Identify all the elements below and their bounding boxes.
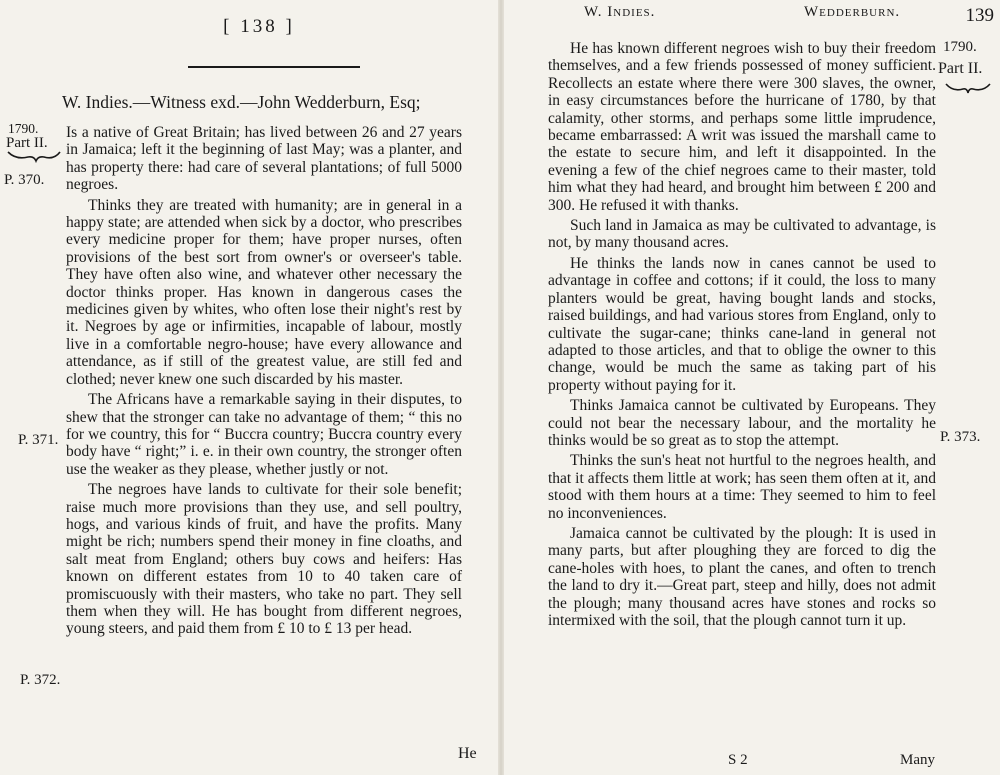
paragraph: The negroes have lands to cultivate for their sole benefit; raise much more provisions than they use, and sell poultry, hogs, and various kinds of fruit, and have the profits. Many might be rich; numbers spend their money in fine cloaths, and salt meat from England; others buy cows and heifers: Has known on different estates from 10 to 40 taken care of promiscuously with their masters, who take no part. They sell them when they will. He has bought from different negroes, young steers, and paid them from £ 10 to £ 13 per head. <box>66 481 462 638</box>
catchword: He <box>458 745 477 762</box>
paragraph: He thinks the lands now in canes cannot be used to advantage in coffee and cottons; if it could, the loss to many planters would be great, having bought lands and stocks, raised buildings, and had various stores from England, only to cultivate the sugar-cane; thinks cane-land in general not adapted to those articles, and that to oblige the owner to this change, would be much the same as taking part of his property without paying for it. <box>548 254 936 394</box>
body-text <box>548 40 936 629</box>
paragraph: Such land in Jamaica as may be cultivated to advantage, is not, by many thousand acres. <box>548 217 936 252</box>
paragraph: Thinks Jamaica cannot be cultivated by Europeans. They could not bear the necessary labour, and the mortality he thinks would be so great as to stop the attempt. <box>548 397 936 449</box>
paragraph: Thinks the sun's heat not hurtful to the negroes health, and that it affects them little at work; has seen them often at it, and stood with them hours at a time: They seemed to him to feel no inconveniences. <box>548 452 936 522</box>
paragraph: He has known different negroes wish to buy their freedom themselves, and a few friends possessed of money sufficient. Recollects an estate where there were 300 slaves, the owner, in easy circumstances before the hurricane of 1780, by that calamity, other storms, and perhaps some little imprudence, became embarrassed: A writ was issued the marshall came to the estate to secure him, and left it disappointed. In the evening a few of the chief negroes came to their master, told him what they had heard, and brought him between £ 200 and 300. He refused it with thanks. <box>548 40 936 214</box>
brace-mark-icon <box>944 81 992 95</box>
paragraph: Is a native of Great Britain; has lived between 26 and 27 years in Jamaica; left it the beginning of last May; was a planter, and has property there: had care of several plantations; of full 5000 negroes. <box>66 124 462 194</box>
margin-ref: P. 373. <box>940 429 981 445</box>
running-head: Wedderburn. <box>804 4 901 20</box>
margin-year: 1790. <box>8 121 39 136</box>
running-head: W. Indies. <box>584 4 656 20</box>
margin-part: Part II. <box>938 60 983 77</box>
section-heading: W. Indies.—Witness exd.—John Wedderburn, Esq; <box>62 92 421 112</box>
paragraph: Jamaica cannot be cultivated by the plough: It is used in many parts, but after ploughing they are forced to dig the cane-holes with hoes, to plant the canes, and often to trench the land to dry it.—Great part, steep and hilly, does not admit the plough; many thousand acres have stones and rocks so intermixed with the soil, that the plough cannot turn it up. <box>548 524 936 629</box>
signature-mark: S 2 <box>728 752 748 768</box>
brace-mark-icon <box>6 149 62 163</box>
page-number: 139 <box>965 5 994 26</box>
paragraph: The Africans have a remarkable saying in their disputes, to shew that the stronger can take no advantage of them; “ this no for we country, this for “ Buccra country; Buccra country every body have “ right;” i. e. in their own country, the stronger often use the weaker as they please, whether justly or not. <box>66 391 462 478</box>
body-text <box>66 124 462 638</box>
left-page <box>0 0 498 775</box>
page-number: [ 138 ] <box>223 16 295 37</box>
margin-year: 1790. <box>943 39 977 55</box>
margin-part: Part II. <box>6 135 48 151</box>
margin-ref: P. 371. <box>18 432 59 448</box>
catchword: Many <box>900 752 935 768</box>
right-page <box>504 0 1000 775</box>
margin-ref: P. 372. <box>20 672 61 688</box>
paragraph: Thinks they are treated with humanity; are in general in a happy state; are attended when sick by a doctor, who prescribes every medicine proper for them; have proper nurses, often provisions of the best sort from owner's or overseer's table. They have often also wine, and whatever other necessary the doctor thinks proper. Has known in dangerous cases the medicines given by whites, who often lose their night's rest by it. Negroes by age or infirmities, incapable of labour, mostly live in a comfortable negro-house; have every allowance and attendance, as if still of the greatest value, are still fed and clothed; never knew one such discarded by his master. <box>66 196 462 388</box>
margin-ref: P. 370. <box>4 172 45 188</box>
header-rule <box>188 66 360 68</box>
